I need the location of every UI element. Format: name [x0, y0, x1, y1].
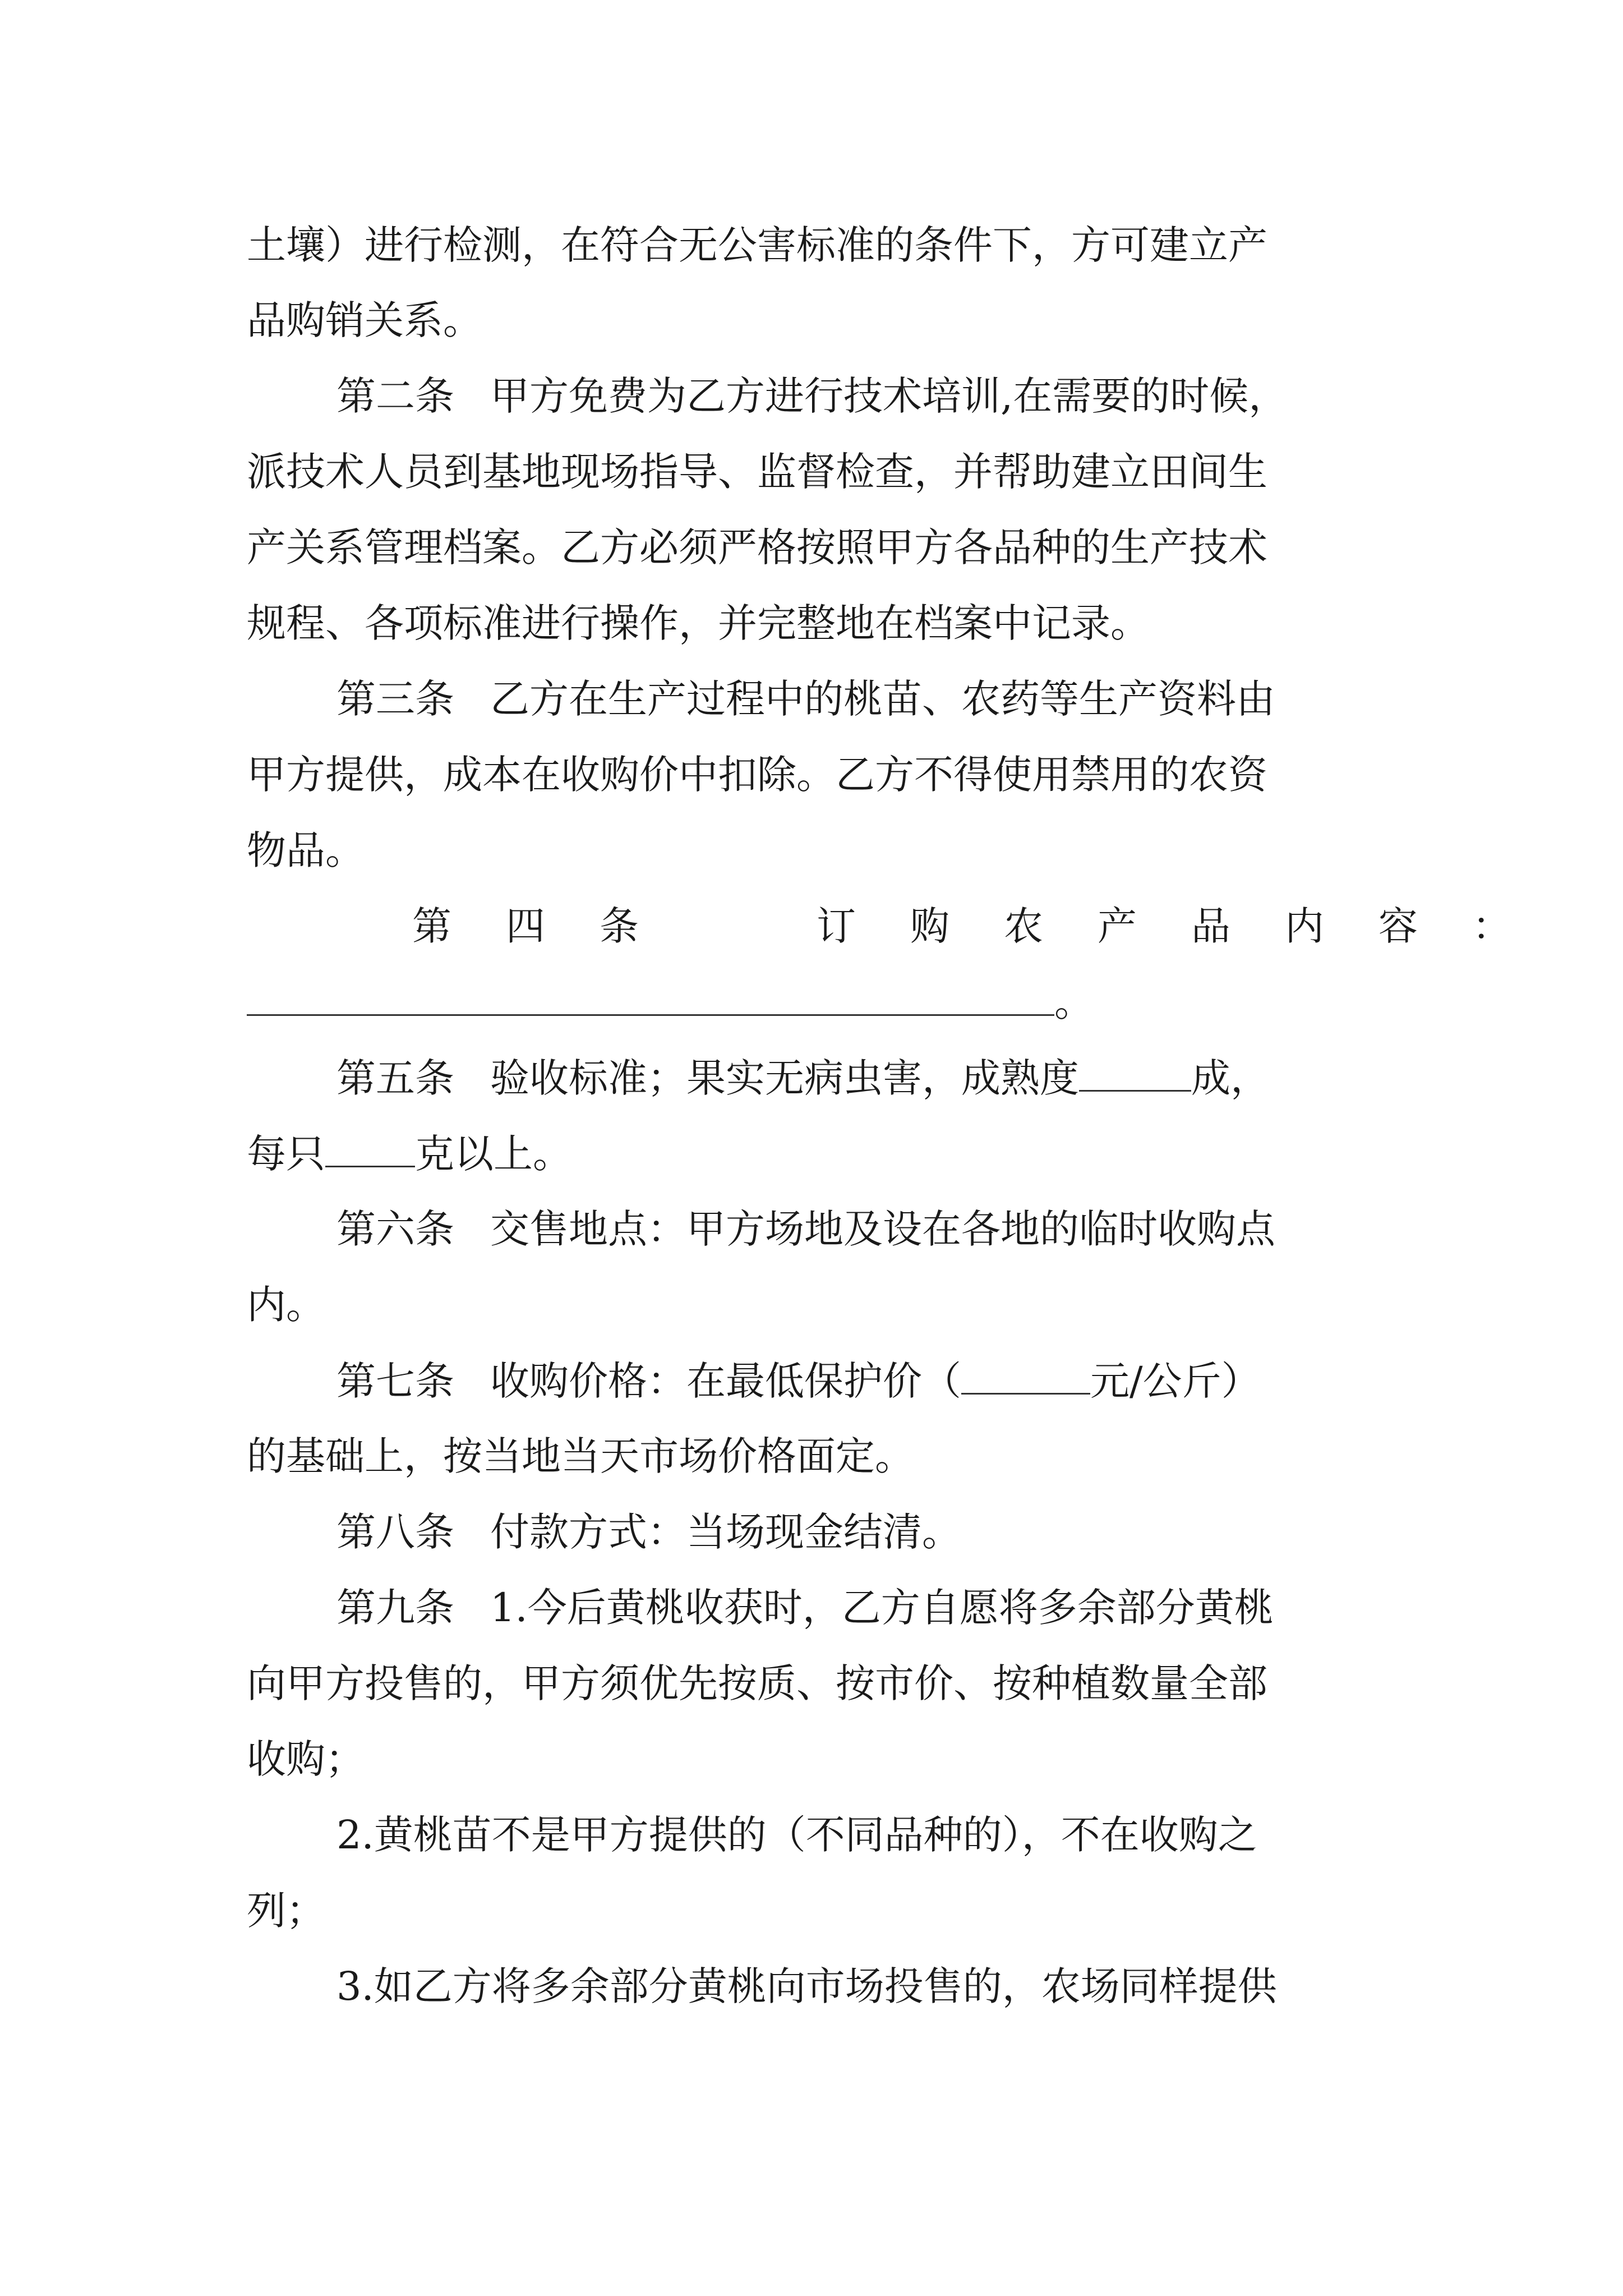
line-text: 产关系管理档案。乙方必须严格按照甲方各品种的生产技术 — [247, 524, 1267, 570]
article-number: 第七条 — [336, 1358, 454, 1404]
paragraph-line — [247, 979, 1094, 1024]
line-text: 物品。 — [247, 827, 365, 873]
paragraph-line — [247, 601, 1150, 646]
article-4 — [412, 904, 1566, 949]
article-9 — [336, 1585, 1274, 1630]
line-text: 品购销关系。 — [247, 297, 482, 343]
article-number: 第三条 — [336, 676, 454, 722]
paragraph-line — [247, 1131, 572, 1176]
line-text: 向甲方投售的，甲方须优先按质、按市价、按种植数量全部 — [247, 1660, 1267, 1706]
line-text: 订购农产品内容： — [817, 903, 1566, 949]
line-text: 交售地点：甲方场地及设在各地的临时收购点 — [490, 1206, 1275, 1252]
paragraph-line — [247, 752, 1267, 797]
article-7 — [336, 1358, 1261, 1403]
article-number: 第六条 — [336, 1206, 454, 1252]
article-8 — [336, 1510, 961, 1554]
paragraph-line — [247, 1888, 325, 1933]
article-3 — [336, 677, 1275, 721]
paragraph-line — [247, 525, 1267, 570]
line-text: 元/公斤） — [1090, 1358, 1261, 1404]
paragraph-line — [247, 828, 365, 873]
article-6 — [336, 1207, 1275, 1251]
line-text: 克以上。 — [415, 1131, 572, 1177]
blank-field — [961, 1358, 1090, 1395]
line-text: 验收标准；果实无病虫害，成熟度 — [490, 1055, 1079, 1101]
paragraph-line — [247, 298, 482, 343]
line-text: 的基础上，按当地当天市场价格面定。 — [247, 1433, 914, 1479]
article-number: 第九条 — [336, 1585, 454, 1631]
article-number: 第八条 — [336, 1509, 454, 1555]
paragraph-line — [336, 1964, 1277, 2009]
line-text: 内。 — [247, 1282, 325, 1328]
article-number: 第二条 — [336, 373, 454, 419]
paragraph-line — [247, 223, 1267, 268]
paragraph-line — [336, 1812, 1257, 1857]
paragraph-line — [247, 1282, 325, 1327]
line-text: 派技术人员到基地现场指导、监督检查，并帮助建立田间生 — [247, 449, 1267, 495]
paragraph-line — [247, 1661, 1267, 1706]
line-text: 规程、各项标准进行操作，并完整地在档案中记录。 — [247, 600, 1150, 646]
paragraph-line — [247, 1434, 914, 1479]
line-text: 付款方式：当场现金结清。 — [490, 1509, 961, 1555]
line-text: 甲方免费为乙方进行技术培训,在需要的时候， — [490, 373, 1288, 419]
article-number: 第四条 — [412, 903, 693, 949]
article-5 — [336, 1055, 1270, 1100]
paragraph-line — [247, 1737, 365, 1782]
line-text: 土壤）进行检测，在符合无公害标准的条件下，方可建立产 — [247, 222, 1267, 268]
line-text: 1.今后黄桃收获时，乙方自愿将多余部分黄桃 — [490, 1585, 1274, 1631]
line-text: 收购价格：在最低保护价（ — [490, 1358, 961, 1404]
line-text: 3.如乙方将多余部分黄桃向市场投售的，农场同样提供 — [336, 1963, 1277, 2009]
blank-field — [1079, 1055, 1191, 1092]
line-text: 甲方提供，成本在收购价中扣除。乙方不得使用禁用的农资 — [247, 752, 1267, 798]
line-text: 。 — [1054, 979, 1094, 1025]
line-text: 每只 — [247, 1131, 325, 1177]
line-text: 2.黄桃苗不是甲方提供的（不同品种的），不在收购之 — [336, 1812, 1257, 1858]
line-text: 收购； — [247, 1736, 365, 1782]
line-text: 成， — [1191, 1055, 1270, 1101]
article-number: 第五条 — [336, 1055, 454, 1101]
line-text: 列； — [247, 1888, 325, 1934]
paragraph-line — [247, 449, 1267, 494]
blank-field — [325, 1131, 415, 1167]
blank-field — [247, 979, 1054, 1016]
line-text: 乙方在生产过程中的桃苗、农药等生产资料由 — [490, 676, 1275, 722]
article-2 — [336, 374, 1288, 418]
